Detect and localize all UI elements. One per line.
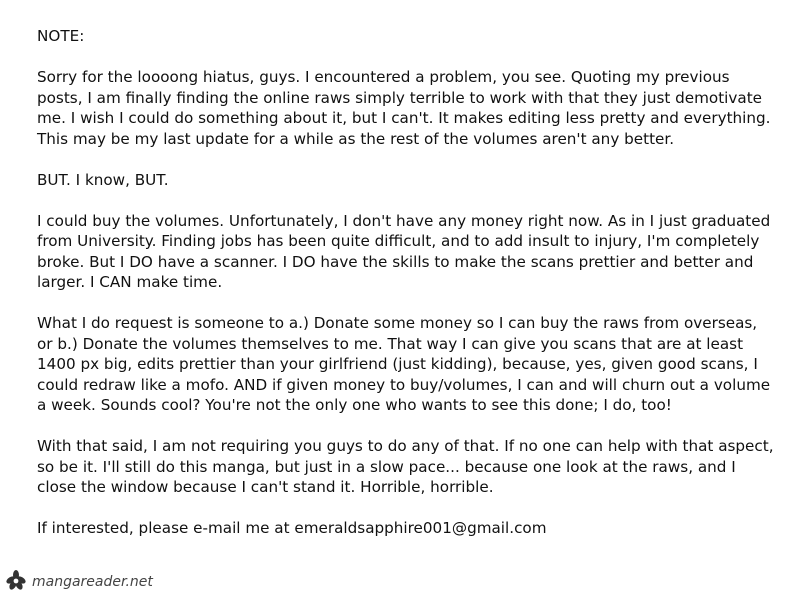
note-paragraph-not-requiring: With that said, I am not requiring you guys to do any of that. If no one can help with that aspect, so be it. I'll still do this manga, but just in a slow pace... because one look at the raws, and I close the window because I can't stand it. Horrible, horrible. — [37, 437, 774, 496]
note-paragraph-buy-volumes: I could buy the volumes. Unfortunately, I don't have any money right now. As in I just graduated from University. Finding jobs has been quite difficult, and to add insult to injury, I'm completely broke. But I DO have a scanner. I DO have the skills to make the scans prettier and better and larger. I CAN make time. — [37, 211, 771, 291]
note-heading: NOTE: — [37, 27, 85, 45]
note-paragraph-but: BUT. I know, BUT. — [37, 170, 169, 189]
note-paragraph-contact: If interested, please e-mail me at emeraldsapphire001@gmail.com — [37, 519, 547, 537]
note-text-block — [37, 26, 777, 559]
note-paragraph-hiatus: Sorry for the loooong hiatus, guys. I encountered a problem, you see. Quoting my previous posts, I am finally finding the online raws simply terrible to work with that they just demotivate me. I wish I could do something about it, but I can't. It makes editing less pretty and everything. This may be my last update for a while as the rest of the volumes aren't any better. — [37, 68, 771, 148]
note-paragraph-request: What I do request is someone to a.) Donate some money so I can buy the raws from overseas, or b.) Donate the volumes themselves to me. That way I can give you scans that are at least 1400 px big, edits prettier than your girlfriend (just kidding), because, yes, given good scans, I could redraw like a mofo. AND if given money to buy/volumes, I can and will churn out a volume a week. Sounds cool? You're not the only one who wants to see this done; I do, too! — [37, 314, 771, 414]
watermark-text: mangareader.net — [32, 574, 153, 590]
site-watermark — [2, 568, 153, 592]
flower-logo-icon — [2, 568, 30, 592]
